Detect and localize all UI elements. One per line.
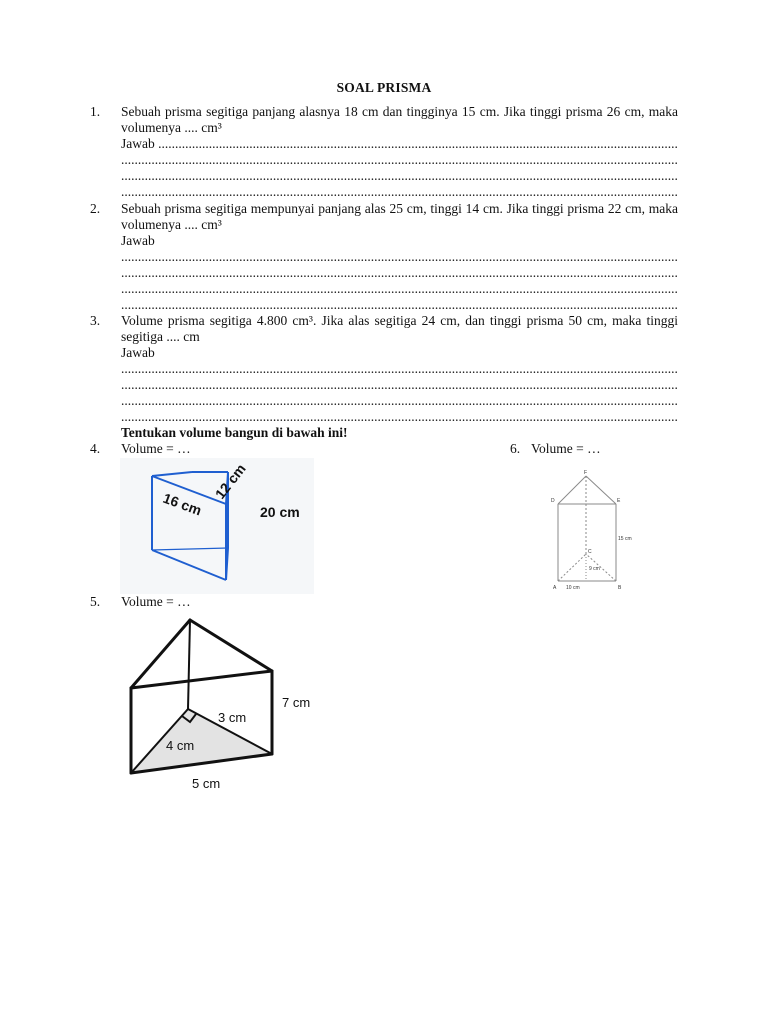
question-2 xyxy=(90,201,680,313)
answer-line xyxy=(121,393,678,409)
prism-figure-6 xyxy=(548,466,644,592)
question-text: Sebuah prisma segitiga mempunyai panjang alas 25 cm, tinggi 14 cm. Jika tinggi prisma 22 cm, maka volumenya .... cm³ xyxy=(121,201,678,232)
answer-line xyxy=(121,152,678,168)
question-1 xyxy=(90,104,680,200)
question-number: 1. xyxy=(90,104,101,119)
vertex-a: A xyxy=(553,585,557,591)
prism-figure-4 xyxy=(120,458,314,594)
figure-6-number: 6. xyxy=(510,441,521,456)
answer-line xyxy=(121,184,678,200)
figure-4-label: Volume = … xyxy=(121,441,191,456)
dim-label-leg2: 4 cm xyxy=(166,738,195,753)
answer-line xyxy=(121,361,678,377)
figure-5-number: 5. xyxy=(90,594,101,609)
vertex-f: F xyxy=(584,470,588,476)
vertex-b: B xyxy=(618,585,622,591)
answer-line xyxy=(121,409,678,425)
answer-line xyxy=(121,168,678,184)
dim-label-a: 16 cm xyxy=(160,489,204,519)
question-text: Sebuah prisma segitiga panjang alasnya 18 cm dan tingginya 15 cm. Jika tinggi prisma 26 cm, maka volumenya .... cm³ xyxy=(121,104,678,135)
section-instruction: Tentukan volume bangun di bawah ini! xyxy=(121,425,348,440)
question-number: 3. xyxy=(90,313,101,328)
answer-label: Jawab xyxy=(121,233,155,248)
vertex-d: D xyxy=(551,498,555,504)
dim-label-base: 10 cm xyxy=(566,585,580,591)
answer-line xyxy=(121,297,678,313)
question-text: Volume prisma segitiga 4.800 cm³. Jika alas segitiga 24 cm, dan tinggi prisma 50 cm, maka tinggi segitiga .... cm xyxy=(121,313,678,344)
answer-line xyxy=(121,249,678,265)
figure-4-number: 4. xyxy=(90,441,101,456)
answer-label: Jawab xyxy=(121,136,155,151)
dim-label-hyp: 5 cm xyxy=(192,776,221,791)
question-number: 2. xyxy=(90,201,101,216)
dim-label-height: 20 cm xyxy=(260,504,300,520)
answer-line xyxy=(121,377,678,393)
dim-label-height: 15 cm xyxy=(618,536,632,542)
prism-figure-5 xyxy=(120,612,330,794)
dim-label-b: 12 cm xyxy=(211,460,249,502)
dim-label-height: 7 cm xyxy=(282,695,311,710)
vertex-e: E xyxy=(617,498,621,504)
figure-6-label: Volume = … xyxy=(531,441,601,456)
answer-line xyxy=(121,265,678,281)
question-3 xyxy=(90,313,680,425)
answer-line xyxy=(121,281,678,297)
answer-label: Jawab xyxy=(121,345,155,360)
page-title: SOAL PRISMA xyxy=(336,80,432,95)
dim-label-tri-height: 9 cm xyxy=(589,566,600,572)
vertex-c: C xyxy=(588,549,592,555)
figure-5-label: Volume = … xyxy=(121,594,191,609)
answer-line xyxy=(121,136,678,152)
dim-label-leg1: 3 cm xyxy=(218,710,247,725)
